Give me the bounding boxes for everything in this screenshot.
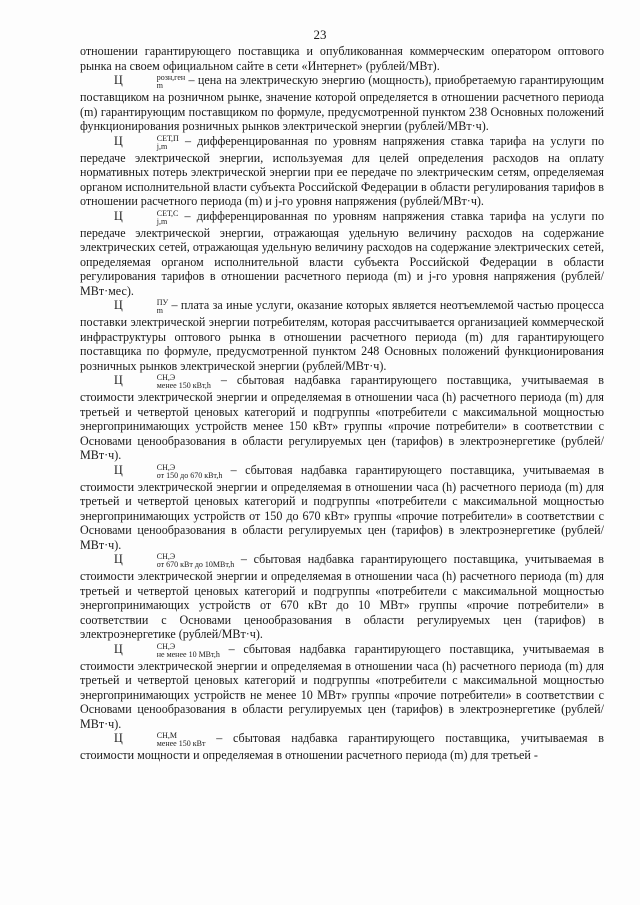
formula-symbol: Ц СЕТ,П j,m [114,133,179,151]
paragraph-continuation: отношении гарантирующего поставщика и опубликованная коммерческим оператором оптового рынка на своем официальном сайте в сети «Интернет» (рублей/МВт). [80,44,604,73]
formula-symbol: Ц СЕТ,С j,m [114,208,179,226]
formula-symbol: Ц ПУ m [114,298,169,315]
definition-paragraph: Ц СЕТ,С j,m – дифференцированная по уровням напряжения ставка тарифа на услуги по передаче электрической энергии, отражающая удельную величину расходов на содержание электрических сетей, отражающая удельную величину расходов на содержание электрических сетей, определяемая органом исполнительной власти субъекта Российской Федерации в области регулирования тарифов в отношении расчетного периода (m) и j-го уровня напряжения (рублей/МВт·мес). [80,208,604,298]
definition-paragraph: Ц розн,ген m – цена на электрическую энергию (мощность), приобретаемую гарантирующим поставщиком на розничном рынке, значение которой определяется в отношении расчетного периода (m) гарантирующим поставщиком по формуле, предусмотренной пунктом 238 Основных положений функционирования розничных рынков электрической энергии (рублей/МВт·ч). [80,73,604,133]
formula-symbol: Ц СН,Э от 150 до 670 кВт,h [114,462,223,480]
formula-symbol: Ц СН,Э не менее 10 МВт,h [114,641,220,659]
definition-paragraph: Ц СН,Э от 150 до 670 кВт,h – сбытовая надбавка гарантирующего поставщика, учитываемая в стоимости электрической энергии и определяемая в отношении часа (h) расчетного периода (m) для третьей и четвертой ценовых категорий и подгруппы «потребители с максимальной мощностью энергопринимающих устройств от 150 до 670 кВт» группы «прочие потребители» в соответствии с Основами ценообразования в области регулируемых цен (тарифов) в электроэнергетике (рублей/МВт·ч). [80,462,604,552]
definition-paragraph: Ц СН,Э менее 150 кВт,h – сбытовая надбавка гарантирующего поставщика, учитываемая в стоимости электрической энергии и определяемая в отношении часа (h) расчетного периода (m) для третьей и четвертой ценовых категорий и подгруппы «потребители с максимальной мощностью энергопринимающих устройств менее 150 кВт» группы «прочие потребители» в соответствии с Основами ценообразования в области регулируемых цен (тарифов) в электроэнергетике (рублей/МВт·ч). [80,373,604,462]
definition-paragraph: Ц СЕТ,П j,m – дифференцированная по уровням напряжения ставка тарифа на услуги по передаче электрической энергии, используемая для целей определения расходов на оплату нормативных потерь электрической энергии при ее передаче по электрическим сетям, определяемая органом исполнительной власти субъекта Российской Федерации в области регулирования тарифов в отношении расчетного периода (m) и j-го уровня напряжения (рублей/МВт·ч). [80,133,604,208]
document-body [80,44,604,763]
page-number: 23 [313,27,327,42]
formula-symbol: Ц СН,Э от 670 кВт до 10МВт,h [114,552,235,569]
formula-symbol: Ц розн,ген m [114,73,186,90]
definition-paragraph: Ц ПУ m – плата за иные услуги, оказание которых является неотъемлемой частью процесса поставки электрической энергии потребителям, которая рассчитывается организацией коммерческой инфраструктуры оптового рынка в отношении расчетного периода (m) для гарантирующего поставщика по формуле, предусмотренной пунктом 248 Основных положений функционирования розничных рынков электрической энергии (рублей/МВт·ч). [80,298,604,373]
definition-paragraph: Ц СН,Э не менее 10 МВт,h – сбытовая надбавка гарантирующего поставщика, учитываемая в стоимости электрической энергии и определяемая в отношении часа (h) расчетного периода (m) для третьей и четвертой ценовых категорий и подгруппы «потребители с максимальной мощностью энергопринимающих устройств не менее 10 МВт» группы «прочие потребители» в соответствии с Основами ценообразования в области регулируемых цен (тарифов) в электроэнергетике (рублей/МВт·ч). [80,641,604,731]
definition-paragraph: Ц СН,Э от 670 кВт до 10МВт,h – сбытовая надбавка гарантирующего поставщика, учитываемая в стоимости электрической энергии и определяемая в отношении часа (h) расчетного периода (m) для третьей и четвертой ценовых категорий и подгруппы «потребители с максимальной мощностью энергопринимающих устройств от 670 кВт до 10 МВт» группы «прочие потребители» в соответствии с Основами ценообразования в области регулируемых цен (тарифов) в электроэнергетике (рублей/МВт·ч). [80,552,604,641]
definition-paragraph: Ц СН,М менее 150 кВт – сбытовая надбавка гарантирующего поставщика, учитываемая в стоимости мощности и определяемая в отношении расчетного периода (m) для третьей - [80,731,604,762]
formula-symbol: Ц СН,М менее 150 кВт [114,731,206,748]
formula-symbol: Ц СН,Э менее 150 кВт,h [114,373,211,390]
